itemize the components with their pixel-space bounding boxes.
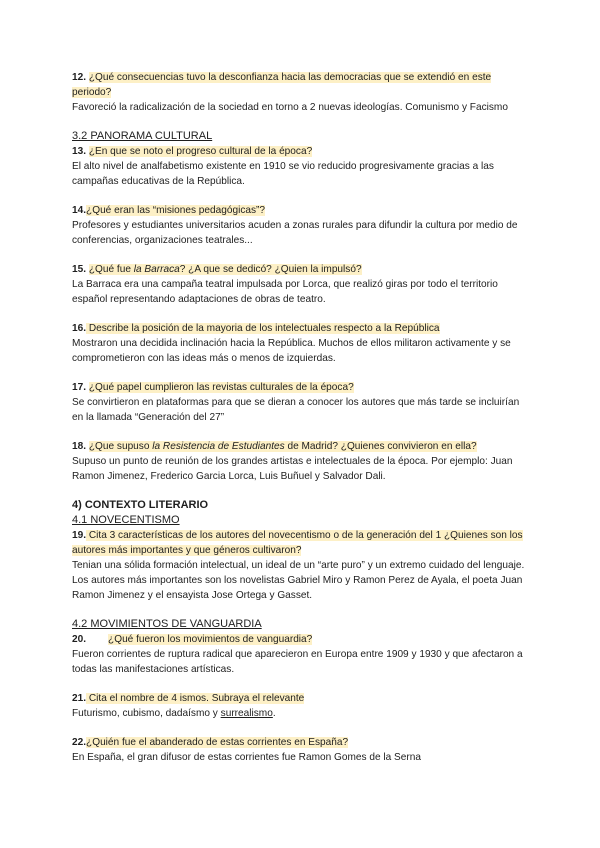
question-20-text: 20. ¿Qué fueron los movimientos de vanguardia?	[72, 634, 313, 645]
question-12-text: 12. ¿Qué consecuencias tuvo la desconfianza hacia las democracias que se extendió en este periodo?	[72, 72, 492, 98]
question-16	[72, 321, 532, 366]
section-4-1-heading: 4.1 NOVECENTISMO	[72, 514, 180, 526]
document-page	[72, 70, 532, 779]
question-22	[72, 735, 532, 765]
question-21	[72, 691, 532, 721]
question-16-text: 16. Describe la posición de la mayoria de los intelectuales respecto a la República	[72, 323, 440, 334]
answer-13: El alto nivel de analfabetismo existente en 1910 se vio reducido progresivamente gracias a las campañas educativas de la República.	[72, 161, 494, 187]
answer-22: En España, el gran difusor de estas corrientes fue Ramon Gomes de la Serna	[72, 752, 421, 763]
section-3-2-heading: 3.2 PANORAMA CULTURAL	[72, 130, 213, 142]
question-14	[72, 203, 532, 248]
question-17-text: 17. ¿Qué papel cumplieron las revistas culturales de la época?	[72, 382, 354, 393]
question-13-text: 13. ¿En que se noto el progreso cultural de la época?	[72, 146, 313, 157]
answer-20: Fueron corrientes de ruptura radical que aparecieron en Europa entre 1909 y 1930 y que afectaron a todas las manifestaciones artísticas.	[72, 649, 523, 675]
question-12	[72, 70, 532, 115]
answer-19: Tenian una sólida formación intelectual, un ideal de un “arte puro” y un extremo cuidado del lenguaje. Los autores más importantes son los novelistas Gabriel Miro y Ramon Perez de Ayala, el poeta Juan Ramon Jimenez y el ensayista Jose Ortega y Gasset.	[72, 560, 525, 601]
section-4-heading: 4) CONTEXTO LITERARIO	[72, 499, 209, 511]
question-17	[72, 380, 532, 425]
answer-14: Profesores y estudiantes universitarios acuden a zonas rurales para difundir la cultura por medio de conferencias, organizaciones teatrales...	[72, 220, 518, 246]
question-22-text: 22.¿Quién fue el abanderado de estas corrientes en España?	[72, 737, 349, 748]
question-15	[72, 262, 532, 307]
question-18-text: 18. ¿Que supuso la Resistencia de Estudiantes de Madrid? ¿Quienes convivieron en ella?	[72, 441, 477, 452]
answer-18: Supuso un punto de reunión de los grandes artistas e intelectuales de la época. Por ejemplo: Juan Ramon Jimenez, Frederico Garcia Lorca, Luis Buñuel y Salvador Dali.	[72, 456, 513, 482]
question-14-text: 14.¿Qué eran las “misiones pedagógicas”?	[72, 205, 266, 216]
question-20	[72, 632, 532, 677]
underlined-surrealismo: surrealismo	[220, 708, 273, 719]
answer-15: La Barraca era una campaña teatral impulsada por Lorca, que realizó giras por todo el territorio español representando adaptaciones de obras de teatro.	[72, 279, 498, 305]
question-13	[72, 144, 532, 189]
answer-17: Se convirtieron en plataformas para que se dieran a conocer los autores que más tarde se incluirían en la llamada “Generación del 27”	[72, 397, 520, 423]
question-15-text: 15. ¿Qué fue la Barraca? ¿A que se dedicó? ¿Quien la impulsó?	[72, 264, 362, 275]
question-18	[72, 439, 532, 484]
answer-16: Mostraron una decidida inclinación hacia la República. Muchos de ellos militaron activamente y se comprometieron con las ideas más o menos de izquierdas.	[72, 338, 511, 364]
question-19-text: 19. Cita 3 características de los autores del novecentismo o de la generación del 1 ¿Quienes son los autores más importantes y que géneros cultivaron?	[72, 530, 523, 556]
section-4-2-heading: 4.2 MOVIMIENTOS DE VANGUARDIA	[72, 618, 262, 630]
answer-12: Favoreció la radicalización de la sociedad en torno a 2 nuevas ideologías. Comunismo y Facismo	[72, 102, 508, 113]
answer-21: Futurismo, cubismo, dadaísmo y surrealismo.	[72, 708, 276, 719]
question-19	[72, 528, 532, 603]
question-21-text: 21. Cita el nombre de 4 ismos. Subraya el relevante	[72, 693, 305, 704]
